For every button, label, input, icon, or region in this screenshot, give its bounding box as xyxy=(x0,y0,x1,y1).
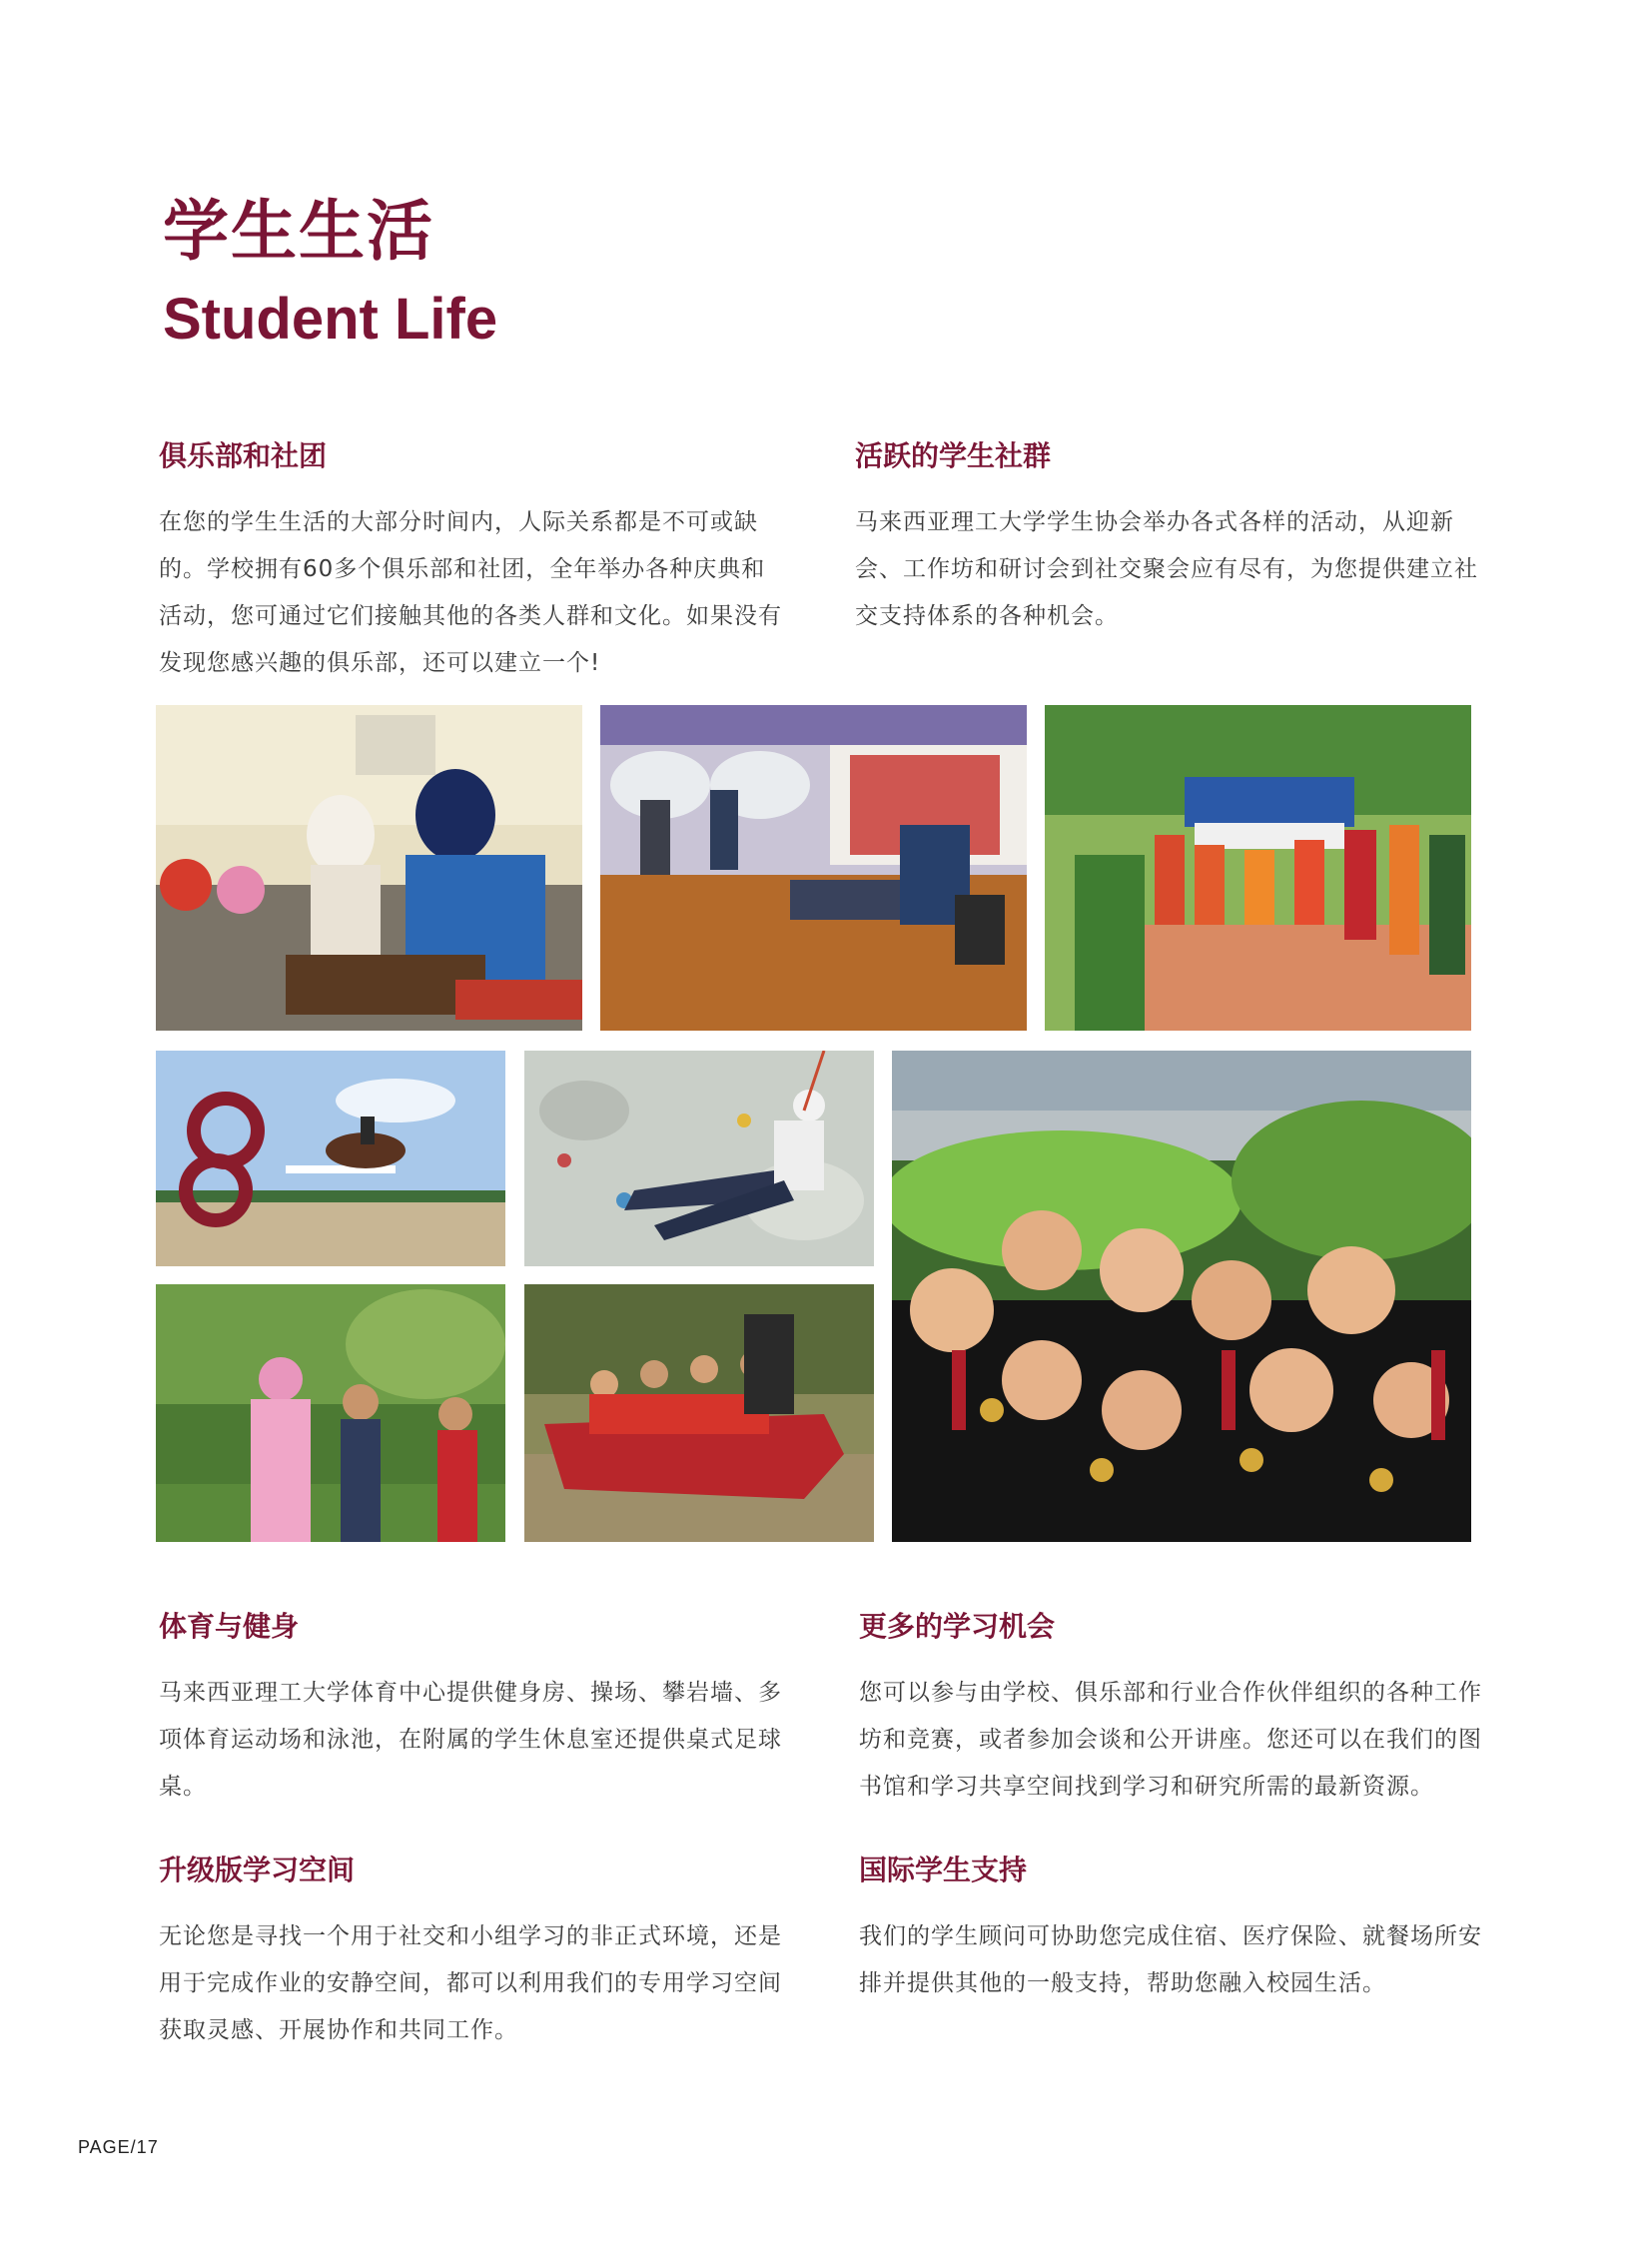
photo-equestrian xyxy=(156,1051,505,1266)
page-number: PAGE/17 xyxy=(78,2137,159,2157)
photo-student-lounge xyxy=(600,705,1027,1031)
section-heading: 升级版学习空间 xyxy=(159,1854,356,1886)
section-heading: 活跃的学生社群 xyxy=(855,439,1052,472)
section-community xyxy=(855,439,1490,640)
photo-students-campus-walk xyxy=(156,1284,505,1542)
section-study-spaces xyxy=(159,1854,786,2054)
section-sports xyxy=(159,1610,786,1811)
photo-graduates-medals xyxy=(892,1051,1471,1542)
section-heading: 俱乐部和社团 xyxy=(159,439,328,472)
section-body: 我们的学生顾问可协助您完成住宿、医疗保险、就餐场所安排并提供其他的一般支持，帮助您融入校园生活。 xyxy=(859,1922,1482,1996)
section-body: 在您的学生生活的大部分时间内，人际关系都是不可或缺的。学校拥有60多个俱乐部和社团，全年举办各种庆典和活动，您可通过它们接触其他的各类人群和文化。如果没有发现您感兴趣的俱乐部，还可以建立一个! xyxy=(159,508,782,676)
section-body: 您可以参与由学校、俱乐部和行业合作伙伴组织的各种工作坊和竞赛，或者参加会谈和公开讲座。您还可以在我们的图书馆和学习共享空间找到学习和研究所需的最新资源。 xyxy=(859,1679,1482,1800)
photo-student-community-group xyxy=(1045,705,1471,1031)
page-title-chinese: 学生生活 xyxy=(163,193,434,270)
section-heading: 体育与健身 xyxy=(159,1610,300,1643)
section-body: 无论您是寻找一个用于社交和小组学习的非正式环境，还是用于完成作业的安静空间，都可以利用我们的专用学习空间获取灵感、开展协作和共同工作。 xyxy=(159,1922,782,2043)
section-heading: 国际学生支持 xyxy=(859,1854,1028,1886)
photo-students-board-game xyxy=(156,705,582,1031)
section-international-support xyxy=(859,1854,1494,2007)
section-heading: 更多的学习机会 xyxy=(859,1610,1056,1643)
photo-boat-rescue xyxy=(524,1284,874,1542)
section-clubs xyxy=(159,439,788,687)
section-body: 马来西亚理工大学学生协会举办各式各样的活动，从迎新会、工作坊和研讨会到社交聚会应有尽有，为您提供建立社交支持体系的各种机会。 xyxy=(855,508,1478,629)
photo-rock-climbing xyxy=(524,1051,874,1266)
section-learning xyxy=(859,1610,1494,1811)
section-body: 马来西亚理工大学体育中心提供健身房、操场、攀岩墙、多项体育运动场和泳池，在附属的学生休息室还提供桌式足球桌。 xyxy=(159,1679,782,1800)
page-title-english: Student Life xyxy=(163,287,498,352)
